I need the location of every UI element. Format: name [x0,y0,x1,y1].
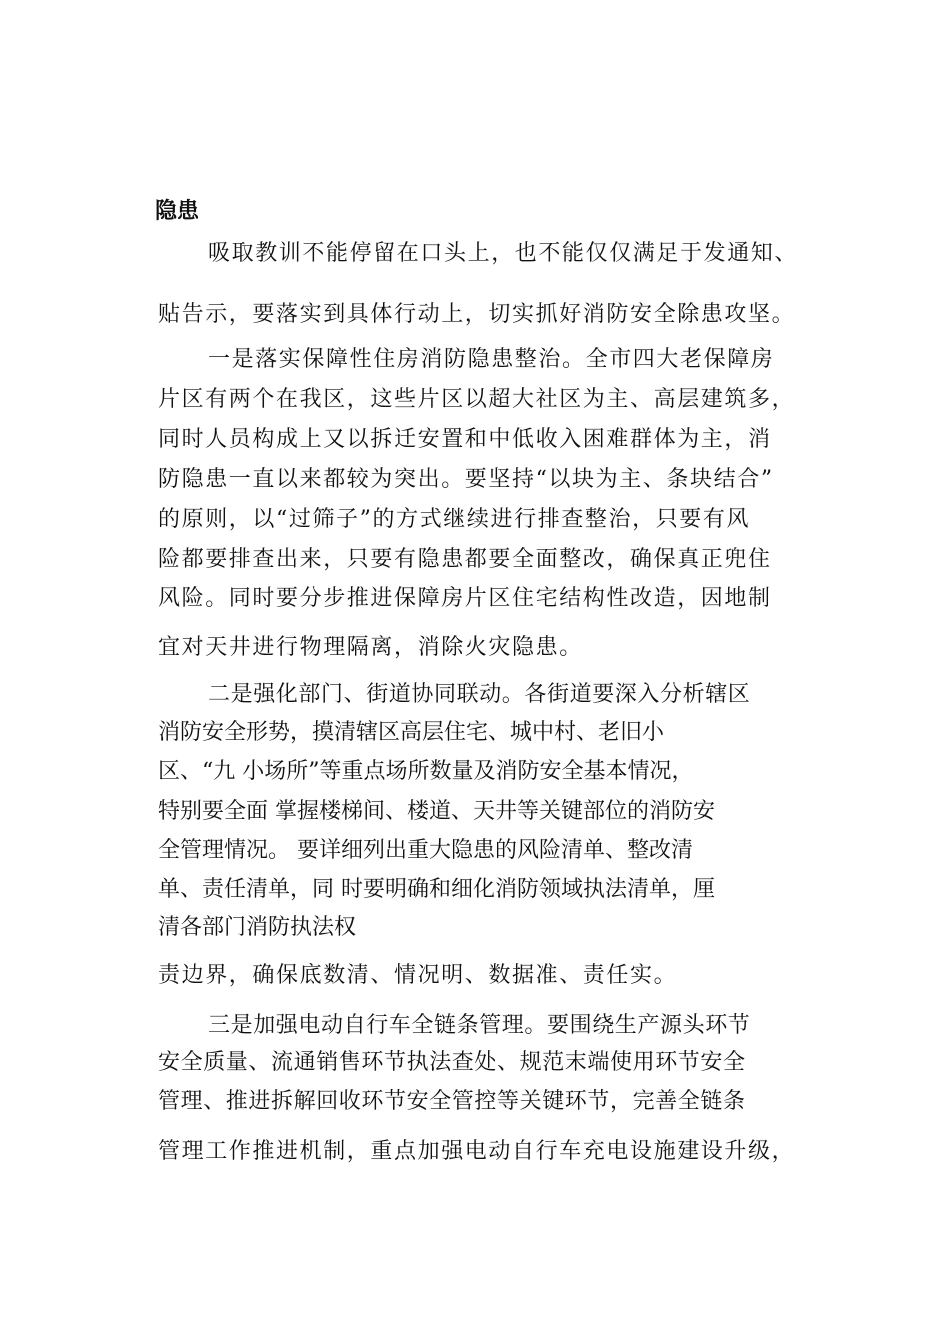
paragraph-line: 安全质量、流通销售环节执法查处、规范末端使用环节安全 [158,1050,746,1075]
section-heading: 隐患 [155,199,200,224]
paragraph-line: 管理、推进拆解回收环节安全管控等关键环节，完善全链条 [158,1089,746,1114]
paragraph-line: 同时人员构成上又以拆迁安置和中低收入困难群体为主，消 [158,427,772,452]
paragraph-line: 吸取教训不能停留在口头上，也不能仅仅满足于发通知、 [208,241,799,266]
paragraph-line: 责边界，确保底数清、情况明、数据准、责任实。 [158,963,678,988]
paragraph-line: 的原则，以“过筛子”的方式继续进行排查整治，只要有风 [158,507,751,532]
paragraph-line: 单、责任清单，同 时要明确和细化消防领域执法清单，厘 [158,877,715,902]
paragraph-line: 二是强化部门、街道协同联动。各街道要深入分析辖区 [208,682,751,707]
paragraph-line: 宜对天井进行物理隔离，消除火灾隐患。 [158,635,583,660]
paragraph-line: 防隐患一直以来都较为突出。要坚持“以块为主、条块结合” [158,467,774,492]
paragraph-line: 一是落实保障性住房消防隐患整治。全市四大老保障房 [208,347,775,372]
paragraph-line: 贴告示，要落实到具体行动上，切实抓好消防安全除患攻坚。 [158,302,796,327]
paragraph-line: 特别要全面 掌握楼梯间、楼道、天井等关键部位的消防安 [158,799,715,824]
paragraph-line: 片区有两个在我区，这些片区以超大社区为主、高层建筑多， [158,387,796,412]
paragraph-line: 消防安全形势，摸清辖区高层住宅、城中村、老旧小 [158,720,665,745]
paragraph-line: 管理工作推进机制，重点加强电动自行车充电设施建设升级， [158,1139,796,1164]
paragraph-line: 全管理情况。 要详细列出重大隐患的风险清单、整改清 [158,838,693,863]
paragraph-line: 区、“九 小场所”等重点场所数量及消防安全基本情况， [158,759,694,784]
paragraph-line: 风险。同时要分步推进保障房片区住宅结构性改造，因地制 [158,586,772,611]
paragraph-line: 清各部门消防执法权 [158,915,357,940]
paragraph-line: 三是加强电动自行车全链条管理。要围绕生产源头环节 [208,1013,751,1038]
paragraph-line: 险都要排查出来，只要有隐患都要全面整改，确保真正兜住 [158,547,772,572]
